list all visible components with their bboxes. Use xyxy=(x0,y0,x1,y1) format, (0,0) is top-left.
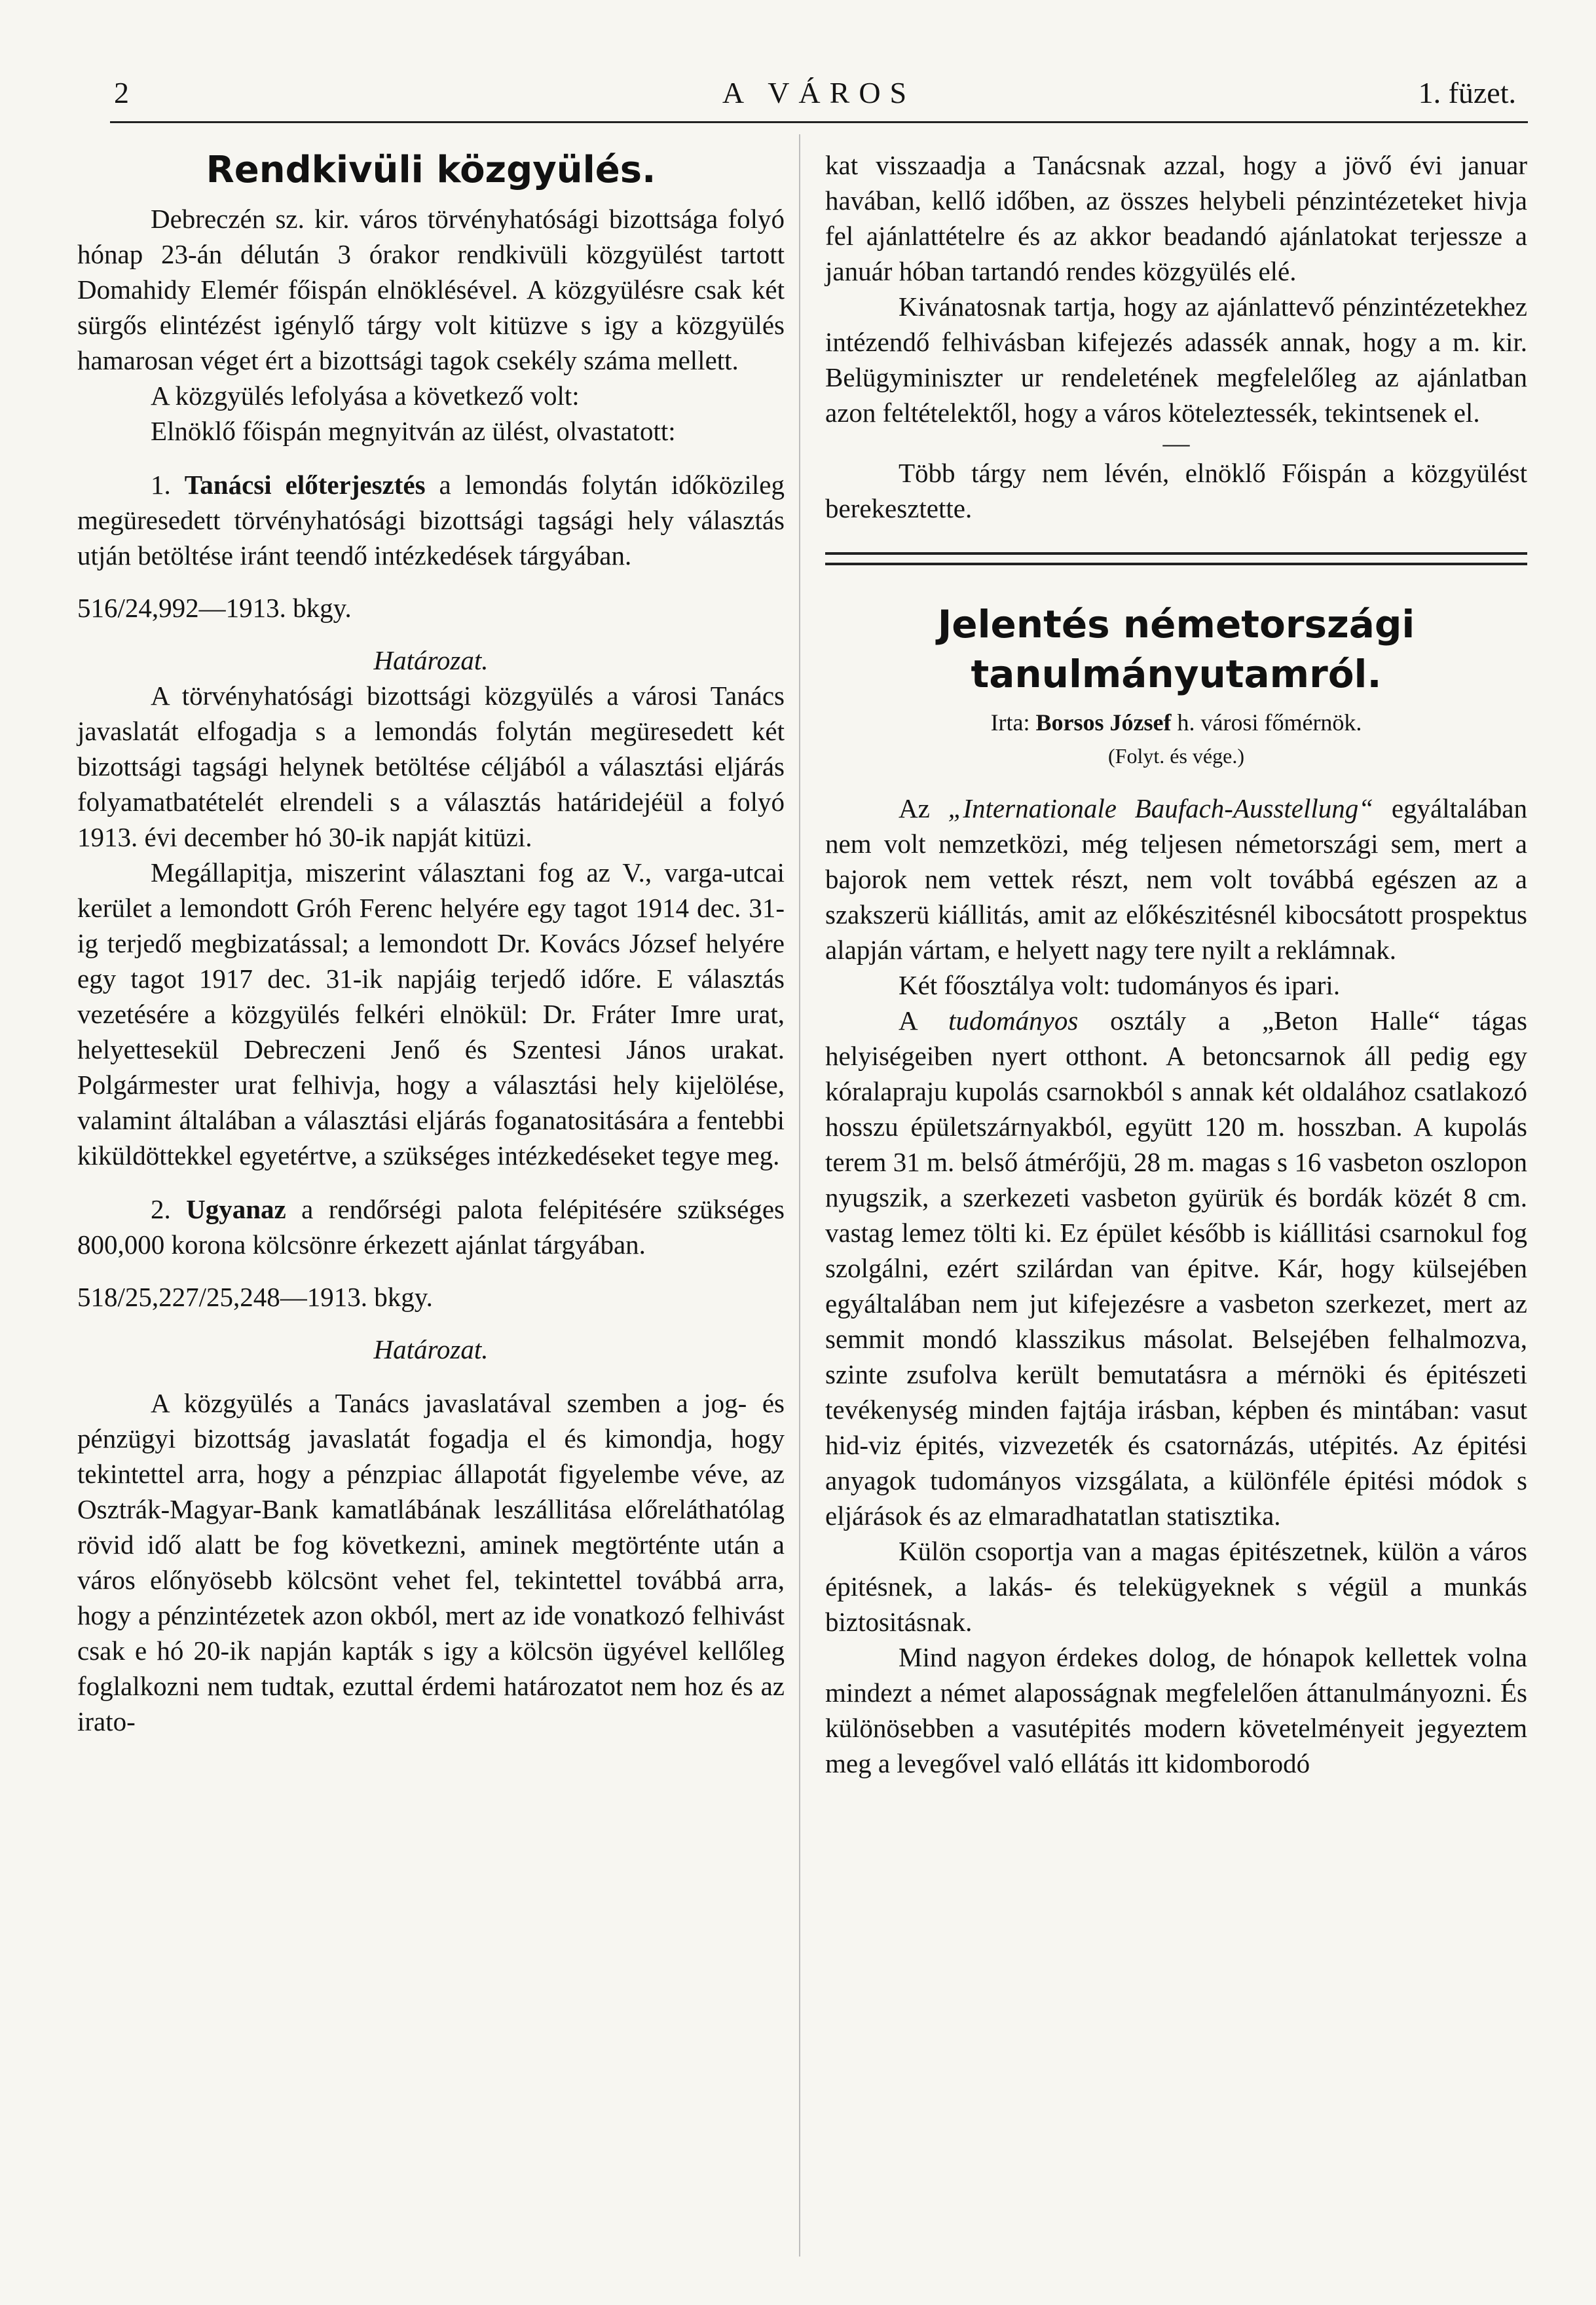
section-dash: — xyxy=(1162,428,1190,458)
byline-prefix: Irta: xyxy=(990,709,1030,736)
reference-number-1: 516/24,992—1913. bkgy. xyxy=(77,593,352,623)
assembly-heading: Rendkivüli közgyülés. xyxy=(206,149,656,191)
article-paragraph-5: Mind nagyon érdekes dolog, de hónapok kellettek volna mindezt a német alaposságnak megfelelően áttanulmányozni. És különösebben a vasutépités modern követelményeit jegyeztem meg a levegővel való ellátás itt kidomborodó xyxy=(825,1642,1527,1778)
article-paragraph-1-pre: Az xyxy=(899,793,930,823)
resolution-label-1: Határozat. xyxy=(373,645,489,675)
reference-number-2: 518/25,227/25,248—1913. bkgy. xyxy=(77,1282,433,1312)
agenda-item-1 xyxy=(77,467,785,573)
byline-author: Borsos József xyxy=(1035,709,1172,736)
agenda-item-2-text: a rendőrségi palota felépitésére szükséges 800,000 korona kölcsönre érkezett ajánlat tárgyában. xyxy=(77,1194,785,1260)
column-divider xyxy=(799,134,800,2257)
report-heading: Jelentés németországi tanulmányutamról. xyxy=(937,602,1415,696)
closing-paragraph: Több tárgy nem lévén, elnöklő Főispán a közgyülést berekesztette. xyxy=(825,458,1527,523)
agenda-item-2 xyxy=(77,1191,785,1262)
article-paragraph-3 xyxy=(825,1003,1527,1533)
resolution-1-paragraph-1: A törvényhatósági bizottsági közgyülés a városi Tanács javaslatát elfogadja s a lemondás folytán megüresedett két bizottsági tagsági helynek betöltése céljából a választási eljárás folyamatbatételét elrendeli s a választás határidejéül a folyó 1913. évi december hó 30-ik napját kitüzi. xyxy=(77,681,785,852)
byline xyxy=(825,705,1527,740)
right-column xyxy=(825,147,1527,1781)
recommendation-paragraph: Kivánatosnak tartja, hogy az ajánlattevő pénzintézetekhez intézendő felhivásban kifejezés adassék annak, hogy a m. kir. Belügyminiszter ur rendeletének megfelelőleg az ajánlatban azon feltételektől, hogy a város köteleztessék, tekintsenek el. xyxy=(825,291,1527,428)
opening-paragraph: Elnöklő főispán megnyitván az ülést, olvastatott: xyxy=(151,416,676,446)
article-paragraph-2: Két főosztálya volt: tudományos és ipari. xyxy=(899,970,1341,1000)
issue-label: 1. füzet. xyxy=(1418,76,1516,109)
journal-title: A VÁROS xyxy=(722,76,916,109)
article-paragraph-3-pre: A xyxy=(899,1005,917,1036)
left-column xyxy=(77,147,785,1739)
article-paragraph-4: Külön csoportja van a magas épitészetnek, külön a város épitésnek, a lakás- és telekügyeknek s végül a munkás biztositásnak. xyxy=(825,1536,1527,1637)
byline-title: h. városi főmérnök. xyxy=(1177,709,1362,736)
article-paragraph-1-post: egyáltalában nem volt nemzetközi, még teljesen németországi sem, mert a bajorok nem vettek részt, nem volt továbbá egészen az a szakszerü kiállitás, amit az előkészitésnél kibocsátott prospektus alapján vártam, e helyett nagy tere nyilt a reklámnak. xyxy=(825,793,1528,965)
page-header xyxy=(110,69,1528,123)
agenda-item-1-number: 1. xyxy=(151,470,171,500)
scientific-emphasis: tudományos xyxy=(948,1005,1079,1036)
resolution-2-paragraph-1: A közgyülés a Tanács javaslatával szemben a jog- és pénzügyi bizottság javaslatát fogadja el és kimondja, hogy tekintettel arra, hogy a pénzpiac állapotát figyelembe véve, az Osztrák-Magyar-Bank kamatlábának leszállitása előreláthatólag rövid idő alatt be fog következni, aminek megtörténte után a város előnyösebb kölcsönt vehet fel, tekintettel továbbá arra, hogy a pénzintézetek azon okból, mert az ide vonatkozó felhivást csak e hó 20-ik napján kapták s igy a kölcsön ügyével kellőleg foglalkozni nem tudtak, ezuttal érdemi határozatot nem hoz és az irato- xyxy=(77,1388,785,1736)
continued-paragraph: kat visszaadja a Tanácsnak azzal, hogy a jövő évi januar havában, kellő időben, az összes helybeli pénzintézeteket hivja fel ajánlattételre és az akkor beadandó ajánlatokat terjessze a január hóban tartandó rendes közgyülés elé. xyxy=(825,150,1527,286)
agenda-item-1-text: a lemondás folytán időközileg megüresedett törvényhatósági bizottsági tagsági hely választás utján betöltése iránt teendő intézkedések tárgyában. xyxy=(77,470,785,571)
resolution-label-2: Határozat. xyxy=(373,1334,489,1364)
page-number: 2 xyxy=(114,76,129,109)
article-paragraph-3-post: osztály a „Beton Halle“ tágas helyiségeiben nyert otthont. A betoncsarnok áll pedig egy kóralapraju kupolás csarnokból s annak két oldalához csatlakozó hosszu épületszárnyakból, együtt 120 m. hosszban. A kupolás terem 31 m. belső átmérőjü, 28 m. magas s 16 vasbeton oszlopon nyugszik, a szerkezeti vasbeton gyürük és bordák közét 8 cm. vastag lemez tölti ki. Ez épület később is kiállitási csarnokul fog szolgálni, ezért szilárdan van épitve. Kár, hogy külsejében egyáltalában nem jut kifejezésre a vasbeton szerkezet, mert az semmit mondó klasszikus másolat. Belsejében felhalmozva, szinte zsufolva került bemutatásra a mérnöki és épitészeti tevékenység minden fajtája irásban, képben és mintában: vasut hid-viz épités, vizvezeték és csatornázás, utépités. Az épitési anyagok tudományos vizsgálata, a különféle épitési módok s eljárások és az elmaradhatatlan statisztika. xyxy=(825,1005,1527,1531)
section-separator xyxy=(825,552,1527,565)
continuation-note: (Folyt. és vége.) xyxy=(1108,744,1244,768)
agenda-item-1-title: Tanácsi előterjesztés xyxy=(184,470,426,500)
exhibition-name: „Internationale Baufach-Ausstellung“ xyxy=(948,793,1374,823)
intro-paragraph: Debreczén sz. kir. város törvényhatósági bizottsága folyó hónap 23-án délután 3 órakor rendkivüli közgyülést tartott Domahidy Elemér főispán elnöklésével. A közgyülésre csak két sürgős elintézést igénylő tárgy volt kitüzve s igy a közgyülés hamarosan véget ért a bizottsági tagok csekély száma mellett. xyxy=(77,204,785,375)
article-paragraph-1 xyxy=(825,791,1527,967)
agenda-item-2-title: Ugyanaz xyxy=(186,1194,286,1224)
resolution-1-paragraph-2: Megállapitja, miszerint választani fog az V., varga-utcai kerület a lemondott Gróh Ferenc helyére egy tagot 1914 dec. 31-ig terjedő megbizatással; a lemondott Dr. Kovács József helyére egy tagot 1917 dec. 31-ik napjáig terjedő időre. E választás vezetésére a közgyülés felkéri elnökül: Dr. Fráter Imre urat, helyettesekül Debreczeni Jenő és Szentesi János urakat. Polgármester urat felhivja, hogy a választási hely kijelölése, valamint általában a választási eljárás foganatositására a fentebbi kiküldöttekkel egyetértve, a szükséges intézkedéseket tegye meg. xyxy=(77,857,785,1171)
proceedings-paragraph: A közgyülés lefolyása a következő volt: xyxy=(151,381,580,411)
agenda-item-2-number: 2. xyxy=(151,1194,171,1224)
